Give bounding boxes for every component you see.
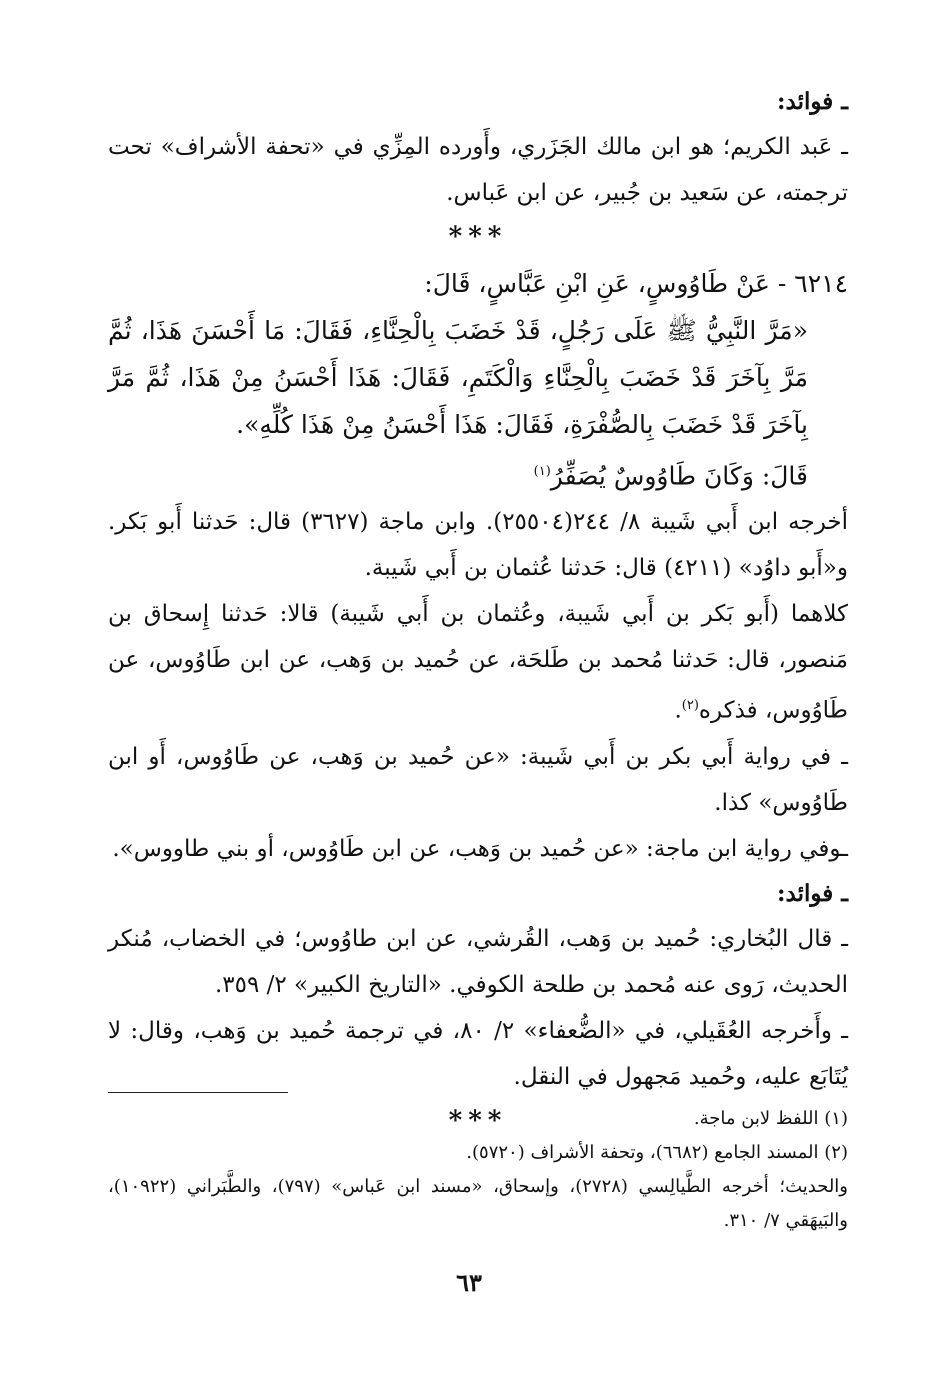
takhrij-paragraph-2-end: . [674, 697, 682, 724]
footnote-divider [108, 1092, 288, 1093]
separator-stars-2: *** [448, 1105, 508, 1136]
footnote-2: (٢) المسند الجامع (٦٦٨٢)، وتحفة الأشراف (٥٧٢٠). [466, 1142, 848, 1163]
riwaya-note-2: ـوفي رواية ابن ماجة: «عن حُميد بن وَهب، عن ابن طَاوُوس، أو بني طاووس». [112, 835, 848, 862]
footnotes [108, 1102, 848, 1238]
hadith-text: «مَرَّ النَّبِيُّ ﷺ عَلَى رَجُلٍ، قَدْ خَضَبَ بِالْحِنَّاءِ، فَقَالَ: مَا أَحْسَنَ هَذَا، ثُمَّ مَرَّ بِآخَرَ قَدْ خَضَبَ بِالْحِنَّاءِ وَالْكَتَمِ، فَقَالَ: هَذَا أَحْسَنُ مِنْ هَذَا، ثُمَّ مَرَّ بِآخَرَ قَدْ خَضَبَ بِالصُّفْرَةِ، فَقَالَ: هَذَا أَحْسَنُ مِنْ هَذَا كُلِّهِ». [108, 316, 808, 439]
fawaid-paragraph-2: ـ قال البُخاري: حُميد بن وَهب، القُرشي، عن ابن طاوُوس؛ في الخضاب، مُنكر الحديث، رَوى عنه مُحمد بن طلحة الكوفي. «التاريخ الكبير» ٢/ ٣٥٩. [108, 925, 848, 998]
takhrij-paragraph-2 [108, 591, 848, 734]
riwaya-note-1: ـ في رواية أَبي بكر بن أَبي شَيبة: «عن حُميد بن وَهب، عن طَاوُوس، أَو ابن طَاوُوس» كذا. [108, 743, 848, 816]
page-number: ٦٣ [456, 1268, 482, 1297]
hadith-after [108, 448, 848, 499]
footnote-2-continuation: والحديث؛ أخرجه الطَّيالِسي (٢٧٢٨)، وإسحاق، «مسند ابن عَباس» (٧٩٧)، والطَّبَراني (١٠٩٢٢)، والبَيهَقي ٧/ ٣١٠. [108, 1176, 849, 1231]
fawaid-paragraph-3: ـ وأَخرجه العُقَيلي، في «الضُّعفاء» ٢/ ٨٠، في ترجمة حُميد بن وَهب، وقال: لا يُتَابَع عليه، وحُميد مَجهول في النقل. [108, 1017, 849, 1090]
fawaid-heading-2: ـ فوائد: [777, 879, 848, 907]
fawaid-heading-1: ـ فوائد: [777, 88, 848, 115]
hadith-after-text: قَالَ: وَكَانَ طَاوُوسٌ يُصَفِّرُ [550, 461, 808, 491]
footnote-ref-2: (٢) [681, 698, 699, 714]
hadith-intro: ٦٢١٤ - عَنْ طَاوُوسٍ، عَنِ ابْنِ عَبَّاسٍ، قَالَ: [424, 269, 848, 298]
takhrij-paragraph-1: أخرجه ابن أَبي شَيبة ٨/ ٢٤٤(٢٥٥٠٤). وابن ماجة (٣٦٢٧) قال: حَدثنا أَبو بَكر. و«أَبو داوُد» (٤٢١١) قال: حَدثنا عُثمان بن أَبي شَيبة. [108, 509, 848, 582]
footnote-ref-1: (١) [533, 464, 551, 479]
footnote-1: (١) اللفظ لابن ماجة. [693, 1108, 848, 1129]
separator-stars-1: *** [448, 222, 508, 252]
main-text [108, 80, 848, 1144]
fawaid-paragraph-1: ـ عَبد الكريم؛ هو ابن مالك الجَزَري، وأَورده المِزِّي في «تحفة الأشراف» تحت ترجمته، عن سَعيد بن جُبير، عن ابن عَباس. [108, 134, 848, 206]
takhrij-paragraph-2-text: كلاهما (أَبو بَكر بن أَبي شَيبة، وعُثمان بن أَبي شَيبة) قالا: حَدثنا إِسحاق بن مَنصور، قال: حَدثنا مُحمد بن طَلحَة، عن حُميد بن وَهب، عن ابن طَاوُوس، عن طَاوُوس، فذكره [108, 601, 848, 724]
